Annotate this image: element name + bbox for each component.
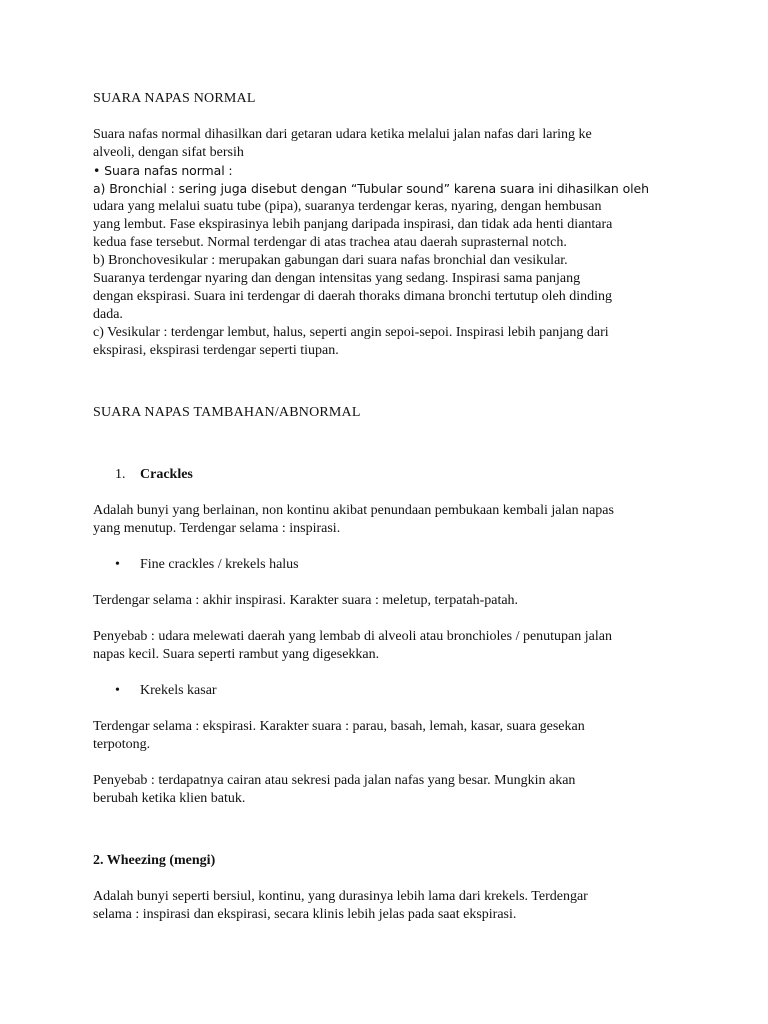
wheezing-description: Adalah bunyi seperti bersiul, kontinu, yang durasinya lebih lama dari krekels. Terdengar (93, 889, 588, 904)
intro-line: Suara nafas normal dihasilkan dari getaran udara ketika melalui jalan nafas dari laring ke (93, 127, 592, 142)
coarse-crackles-cause: Penyebab : terdapatnya cairan atau sekresi pada jalan nafas yang besar. Mungkin akan (93, 773, 576, 788)
fine-crackles-bullet (115, 556, 683, 574)
document-body (93, 90, 683, 924)
coarse-crackles-heard: terpotong. (93, 737, 151, 752)
bronchovesicular-line: dengan ekspirasi. Suara ini terdengar di daerah thoraks dimana bronchi tertutup oleh dinding (93, 289, 613, 304)
fine-crackles-label: Fine crackles / krekels halus (140, 557, 299, 572)
bronchial-line: kedua fase tersebut. Normal terdengar di atas trachea atau daerah suprasternal notch. (93, 235, 567, 250)
fine-crackles-heard: Terdengar selama : akhir inspirasi. Karakter suara : meletup, terpatah-patah. (93, 593, 519, 608)
vesicular-line: c) Vesikular : terdengar lembut, halus, seperti angin sepoi-sepoi. Inspirasi lebih panjang dari (93, 325, 609, 340)
bronchovesicular-line: b) Bronchovesikular : merupakan gabungan dari suara nafas bronchial dan vesikular. (93, 253, 568, 268)
coarse-crackles-heard: Terdengar selama : ekspirasi. Karakter suara : parau, basah, lemah, kasar, suara gesekan (93, 719, 585, 734)
bullet-dot: • (115, 683, 120, 698)
coarse-crackles-label: Krekels kasar (140, 683, 217, 698)
fine-crackles-cause: napas kecil. Suara seperti rambut yang digesekkan. (93, 647, 380, 662)
bronchovesicular-line: Suaranya terdengar nyaring dan dengan intensitas yang sedang. Inspirasi sama panjang (93, 271, 581, 286)
heading-suara-napas-tambahan: SUARA NAPAS TAMBAHAN/ABNORMAL (93, 405, 361, 420)
crackles-description: yang menutup. Terdengar selama : inspirasi. (93, 521, 341, 536)
list-number: 1. (115, 467, 126, 482)
bronchovesicular-line: dada. (93, 307, 123, 322)
coarse-crackles-cause: berubah ketika klien batuk. (93, 791, 246, 806)
wheezing-title: 2. Wheezing (mengi) (93, 853, 216, 868)
wheezing-description: selama : inspirasi dan ekspirasi, secara klinis lebih jelas pada saat ekspirasi. (93, 907, 517, 922)
crackles-description: Adalah bunyi yang berlainan, non kontinu akibat penundaan pembukaan kembali jalan napas (93, 503, 614, 518)
bronchial-line: udara yang melalui suatu tube (pipa), suaranya terdengar keras, nyaring, dengan hembusan (93, 199, 602, 214)
bronchial-line: yang lembut. Fase ekspirasinya lebih panjang daripada inspirasi, dan tidak ada henti diantara (93, 217, 613, 232)
crackles-title: Crackles (140, 467, 193, 482)
normal-sound-bullet: • Suara nafas normal : (93, 163, 233, 178)
heading-suara-napas-normal: SUARA NAPAS NORMAL (93, 91, 256, 106)
coarse-crackles-bullet (115, 682, 683, 700)
fine-crackles-cause: Penyebab : udara melewati daerah yang lembab di alveoli atau bronchioles / penutupan jalan (93, 629, 612, 644)
crackles-list-item (115, 466, 683, 484)
bronchial-line: a) Bronchial : sering juga disebut dengan “Tubular sound” karena suara ini dihasilkan oleh (93, 181, 649, 196)
vesicular-line: ekspirasi, ekspirasi terdengar seperti tiupan. (93, 343, 339, 358)
intro-line: alveoli, dengan sifat bersih (93, 145, 244, 160)
bullet-dot: • (115, 557, 120, 572)
